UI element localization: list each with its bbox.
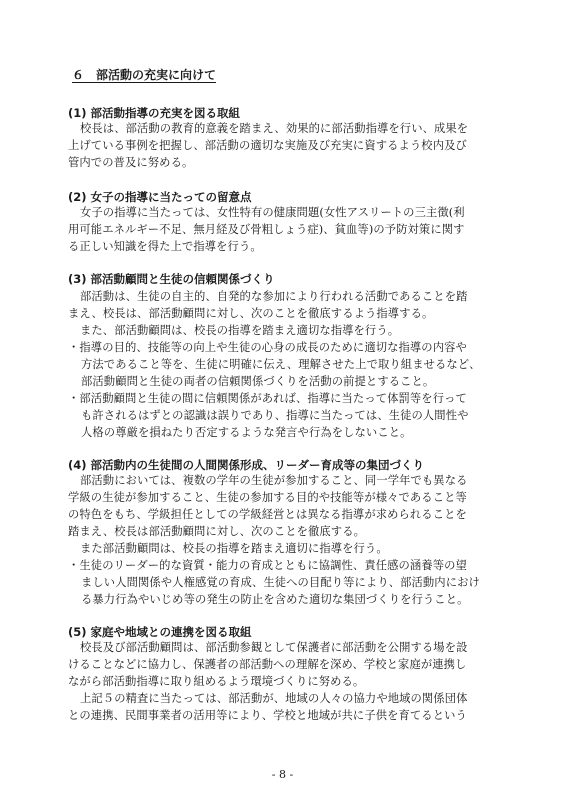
- page-number: - 8 -: [271, 768, 294, 781]
- paragraph-line: また、部活動顧問は、校長の指導を踏まえ適切な指導を行う。: [80, 324, 400, 337]
- bullet-continuation: 人格の尊厳を損ねたり否定するような発言や行為をしないこと。: [81, 426, 412, 439]
- paragraph-line: 踏まえ、校長は部活動顧問に対し、次のことを徹底する。: [68, 525, 365, 538]
- paragraph-line: ながら部活動指導に取り組めるよう環境づくりに努める。: [68, 675, 365, 688]
- paragraph-line: 部活動においては、複数の学年の生徒が参加すること、同一学年でも異なる: [80, 474, 468, 487]
- paragraph-line: 部活動は、生徒の自主的、自発的な参加により行われる活動であることを踏: [80, 290, 468, 303]
- bullet-continuation: も許されるはずとの認識は誤りであり、指導に当たっては、生徒の人間性や: [81, 409, 469, 422]
- paragraph-line: 用可能エネルギー不足、無月経及び骨粗しょう症)、貧血等)の予防対策に関す: [68, 223, 465, 236]
- heading-3: (3) 部活動顧問と生徒の信頼関係づくり: [68, 272, 275, 286]
- paragraph-line: 学級の生徒が参加すること、生徒の参加する目的や技能等が様々であること等: [68, 491, 467, 504]
- paragraph-line: 校長及び部活動顧問は、部活動参観として保護者に部活動を公開する場を設: [80, 641, 468, 654]
- bullet-line: ・部活動顧問と生徒の間に信頼関係があれば、指導に当たって体罰等を行って: [68, 392, 467, 405]
- bullet-continuation: ましい人間関係や人権感覚の育成、生徒への目配り等により、部活動内におけ: [81, 576, 480, 589]
- paragraph-line: また部活動顧問は、校長の指導を踏まえ適切に指導を行う。: [80, 542, 388, 555]
- bullet-continuation: 部活動顧問と生徒の両者の信頼関係づくりを活動の前提とすること。: [81, 375, 435, 388]
- paragraph-line: との連携、民間事業者の活用等により、学校と地域が共に子供を育てるという: [68, 709, 467, 722]
- heading-4: (4) 部活動内の生徒間の人間関係形成、リーダー育成等の集団づくり: [68, 458, 425, 472]
- paragraph-line: 校長は、部活動の教育的意義を踏まえ、効果的に部活動指導を行い、成果を: [80, 122, 469, 135]
- bullet-continuation: る暴力行為やいじめ等の発生の防止を含めた適切な集団づくりを行うこと。: [81, 593, 469, 606]
- paragraph-line: けることなどに協力し、保護者の部活動への理解を深め、学校と家庭が連携し: [68, 658, 467, 671]
- paragraph-line: 管内での普及に努める。: [68, 156, 194, 169]
- heading-1: (1) 部活動指導の充実を図る取組: [68, 106, 241, 120]
- paragraph-line: 女子の指導に当たっては、女性特有の健康問題(女性アスリートの三主徴(利: [80, 206, 465, 219]
- paragraph-line: 上げている事例を把握し、部活動の適切な実施及び充実に資するよう校内及び: [68, 139, 467, 152]
- paragraph-line: の特色をもち、学級担任としての学級経営とは異なる指導が求められることを: [68, 508, 467, 521]
- paragraph-line: まえ、校長は、部活動顧問に対し、次のことを徹底するよう指導する。: [68, 307, 434, 320]
- heading-5: (5) 家庭や地域との連携を図る取組: [68, 625, 252, 639]
- section-title: ６ 部活動の充実に向けて: [72, 68, 217, 82]
- paragraph-line: 上記５の精査に当たっては、部活動が、地域の人々の協力や地域の関係団体: [80, 692, 468, 705]
- paragraph-line: る正しい知識を得た上で指導を行う。: [68, 240, 262, 253]
- bullet-continuation: 方法であること等を、生徒に明確に伝え、理解させた上で取り組ませるなど、: [81, 358, 481, 371]
- bullet-line: ・指導の目的、技能等の向上や生徒の心身の成長のために適切な指導の内容や: [68, 341, 467, 354]
- bullet-line: ・生徒のリーダー的な資質・能力の育成とともに協調性、責任感の涵養等の望: [68, 559, 467, 572]
- heading-2: (2) 女子の指導に当たっての留意点: [68, 190, 252, 204]
